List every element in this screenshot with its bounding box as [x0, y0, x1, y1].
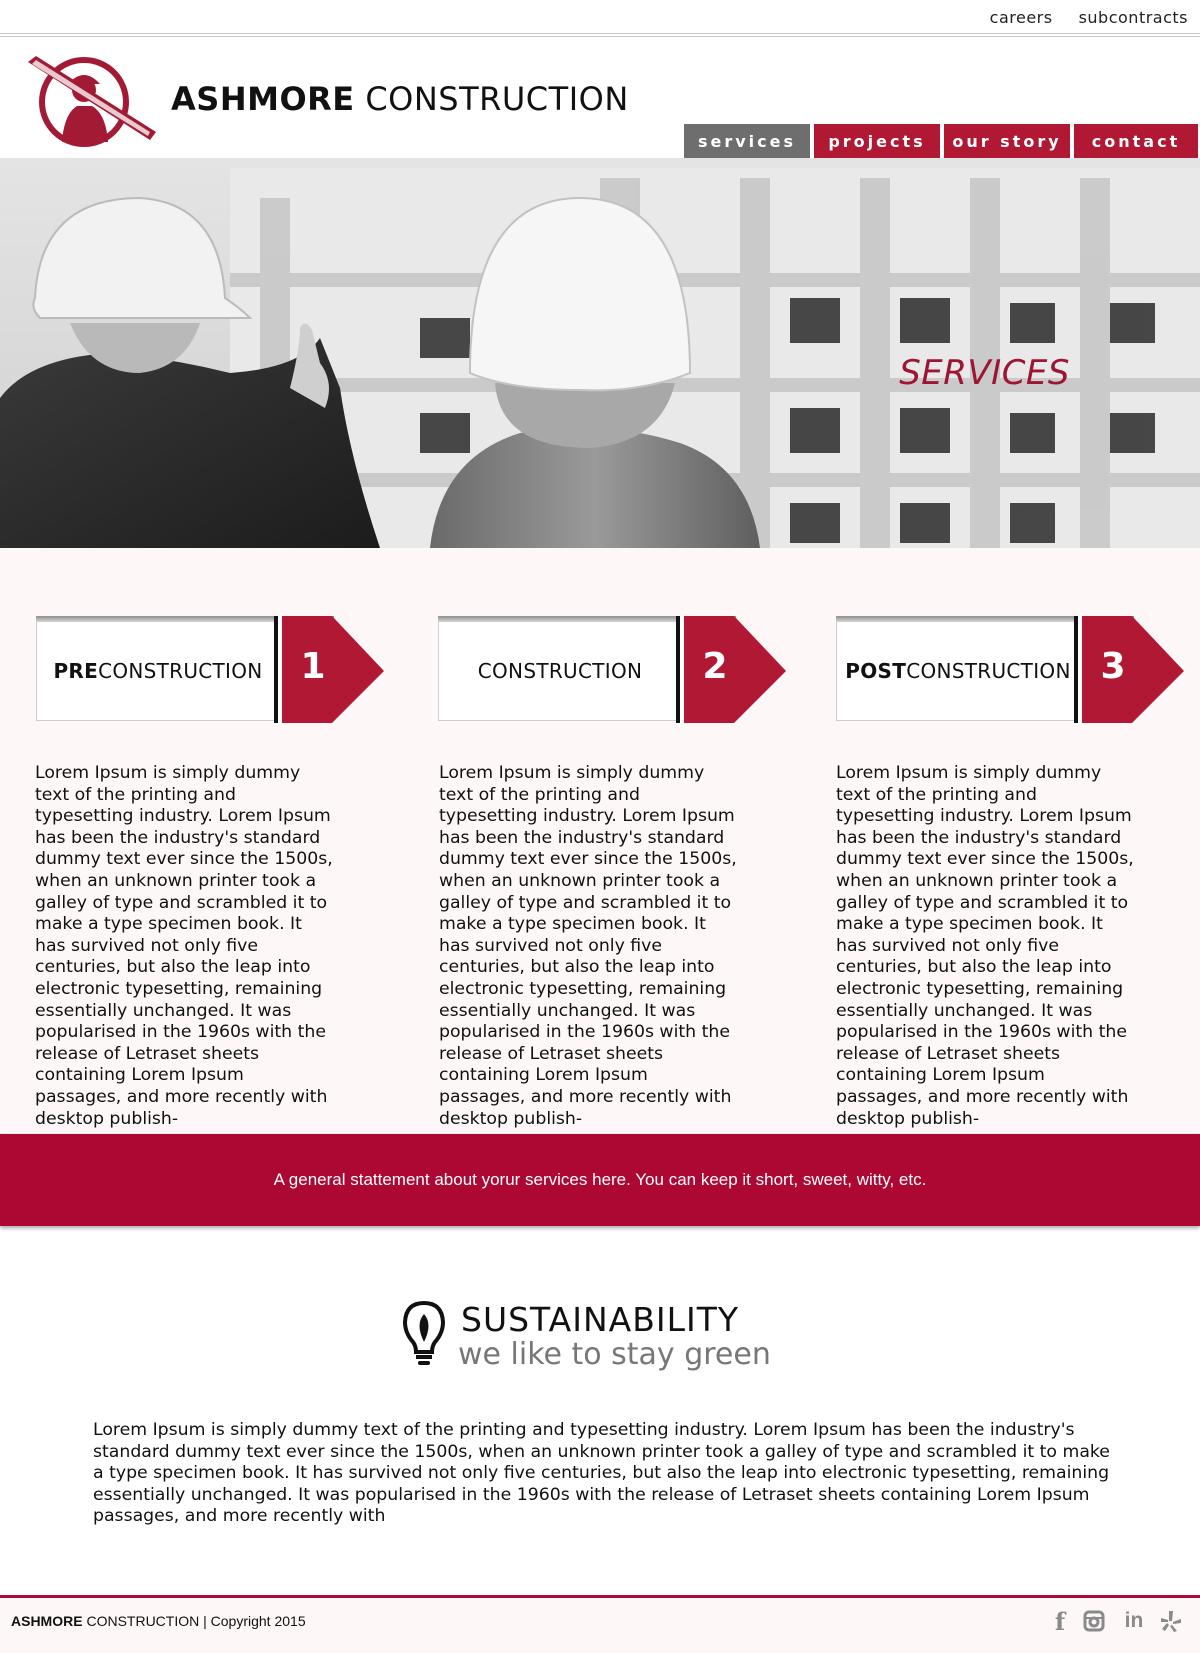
nav-contact[interactable]: contact — [1074, 124, 1198, 158]
lightbulb-leaf-icon — [402, 1300, 446, 1368]
brand-bold: ASHMORE — [171, 80, 355, 118]
nav-services[interactable]: services — [684, 124, 810, 158]
hero-image — [0, 158, 1200, 548]
subcontracts-link[interactable]: subcontracts — [1078, 8, 1188, 27]
header-divider — [0, 33, 1200, 37]
yelp-icon[interactable] — [1160, 1608, 1182, 1634]
brand-name[interactable] — [171, 80, 629, 118]
brand-regular: CONSTRUCTION — [354, 80, 629, 118]
service-description-3: Lorem Ipsum is simply dummy text of the printing and typesetting industry. Lorem Ipsum has been the industry's standard dummy text ever since the 1500s, when an unknown printer took a galley of type and scrambled it to make a type specimen book. It has survived not only five centuries, but also the leap into electronic typesetting, remaining essentially unchanged. It was popularised in the 1960s with the release of Letraset sheets containing Lorem Ipsum passages, and more recently with desktop publish- — [836, 763, 1134, 1129]
service-number: 1 — [300, 646, 326, 687]
main-nav — [684, 124, 1198, 158]
service-title — [836, 621, 1080, 721]
sustainability-title: SUSTAINABILITY — [461, 1300, 740, 1339]
utility-bar — [0, 0, 1200, 36]
service-card-construction[interactable] — [438, 616, 786, 723]
service-card-postconstruction[interactable] — [836, 616, 1184, 723]
nav-our-story[interactable]: our story — [944, 124, 1070, 158]
utility-links — [990, 8, 1188, 27]
linkedin-icon[interactable]: in — [1124, 1609, 1144, 1632]
banner-text: A general stattement about yorur services here. You can keep it short, sweet, witty, etc. — [273, 1170, 927, 1189]
hero-title: SERVICES — [899, 353, 1070, 393]
facebook-icon[interactable]: f — [1054, 1606, 1066, 1636]
service-title-bold: PRE — [53, 659, 99, 683]
service-card-preconstruction[interactable] — [36, 616, 384, 723]
footer-brand-regular: CONSTRUCTION — [82, 1613, 200, 1629]
service-description-2: Lorem Ipsum is simply dummy text of the printing and typesetting industry. Lorem Ipsum has been the industry's standard dummy text ever since the 1500s, when an unknown printer took a galley of type and scrambled it to make a type specimen book. It has survived not only five centuries, but also the leap into electronic typesetting, remaining essentially unchanged. It was popularised in the 1960s with the release of Letraset sheets containing Lorem Ipsum passages, and more recently with desktop publish- — [439, 763, 737, 1129]
statement-banner — [0, 1134, 1200, 1226]
footer-copyright — [11, 1613, 306, 1629]
service-number: 3 — [1100, 646, 1126, 687]
sustainability-subtitle: we like to stay green — [458, 1337, 771, 1372]
instagram-icon[interactable] — [1083, 1608, 1105, 1634]
careers-link[interactable]: careers — [989, 8, 1053, 27]
logo-worker-icon[interactable] — [22, 54, 157, 149]
service-title — [36, 621, 280, 721]
footer-copyright-text: | Copyright 2015 — [199, 1613, 306, 1629]
footer-brand-bold: ASHMORE — [11, 1613, 83, 1629]
service-title-regular: CONSTRUCTION — [477, 659, 643, 683]
nav-projects[interactable]: projects — [814, 124, 940, 158]
service-title-regular: CONSTRUCTION — [906, 659, 1071, 683]
sustainability-text: Lorem Ipsum is simply dummy text of the printing and typesetting industry. Lorem Ipsum has been the industry's standard dummy text ever since the 1500s, when an unknown printer took a galley of type and scrambled it to make a type specimen book. It has survived not only five centuries, but also the leap into electronic typesetting, remaining essentially unchanged. It was popularised in the 1960s with the release of Letraset sheets containing Lorem Ipsum passages, and more recently with — [93, 1420, 1110, 1527]
service-number: 2 — [702, 646, 728, 687]
service-description-1: Lorem Ipsum is simply dummy text of the printing and typesetting industry. Lorem Ipsum has been the industry's standard dummy text ever since the 1500s, when an unknown printer took a galley of type and scrambled it to make a type specimen book. It has survived not only five centuries, but also the leap into electronic typesetting, remaining essentially unchanged. It was popularised in the 1960s with the release of Letraset sheets containing Lorem Ipsum passages, and more recently with desktop publish- — [35, 763, 333, 1129]
service-title-bold: POST — [845, 659, 907, 683]
service-title-regular: CONSTRUCTION — [98, 659, 263, 683]
service-title — [438, 621, 682, 721]
